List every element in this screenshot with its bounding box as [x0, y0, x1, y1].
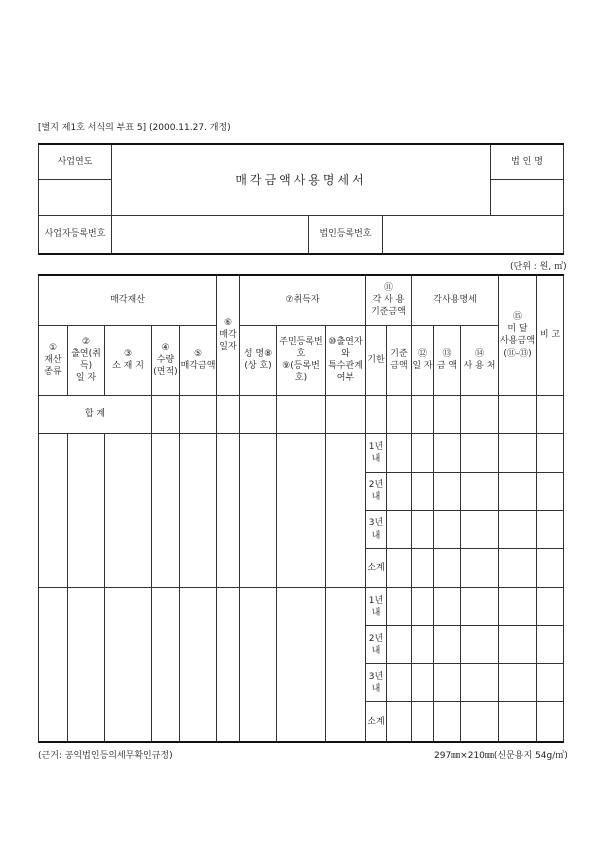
table-row — [39, 588, 564, 626]
entry-cell[interactable] — [434, 588, 461, 626]
entry-cell[interactable] — [152, 588, 180, 742]
main-table — [38, 274, 564, 743]
entry-cell[interactable] — [412, 433, 434, 472]
entry-cell[interactable] — [387, 702, 412, 742]
total-label: 합 계 — [39, 395, 152, 433]
total-cell[interactable] — [412, 395, 434, 433]
entry-cell[interactable] — [499, 664, 537, 702]
total-cell[interactable] — [180, 395, 217, 433]
entry-cell[interactable] — [412, 588, 434, 626]
period-header: 기한 — [366, 325, 387, 395]
total-cell[interactable] — [461, 395, 499, 433]
entry-cell[interactable] — [537, 664, 564, 702]
form-header: [별지 제1호 서식의 부표 5] (2000.11.27. 개정) — [38, 123, 231, 133]
location-header: ③ 소 재 지 — [105, 325, 152, 395]
entry-cell[interactable] — [434, 664, 461, 702]
entry-cell[interactable] — [461, 510, 499, 548]
corp-reg-field[interactable] — [383, 215, 564, 254]
entry-cell[interactable] — [537, 510, 564, 548]
entry-cell[interactable] — [434, 626, 461, 664]
biz-reg-field[interactable] — [112, 215, 309, 254]
identification-table — [38, 143, 564, 255]
entry-cell[interactable] — [152, 433, 180, 587]
name-header: 성 명⑧ (상 호) — [240, 325, 277, 395]
period-label: 2년내 — [366, 472, 387, 510]
entry-cell[interactable] — [387, 664, 412, 702]
entry-cell[interactable] — [537, 472, 564, 510]
period-label: 3년내 — [366, 664, 387, 702]
acquirer-group-header: ⑦취득자 — [240, 275, 366, 325]
entry-cell[interactable] — [412, 702, 434, 742]
footer-basis: (근거: 공익법인등의세무확인규정) — [38, 751, 173, 761]
entry-cell[interactable] — [326, 588, 366, 742]
entry-cell[interactable] — [499, 549, 537, 588]
entry-cell[interactable] — [387, 626, 412, 664]
period-label: 1년내 — [366, 588, 387, 626]
entry-cell[interactable] — [499, 702, 537, 742]
asset-group-header: 매각재산 — [39, 275, 217, 325]
corp-name-field[interactable] — [491, 179, 564, 215]
entry-cell[interactable] — [217, 588, 240, 742]
entry-cell[interactable] — [461, 588, 499, 626]
total-cell[interactable] — [152, 395, 180, 433]
form-title: 매각금액사용명세서 — [112, 144, 491, 215]
entry-cell[interactable] — [240, 588, 277, 742]
entry-cell[interactable] — [277, 588, 326, 742]
period-label: 소계 — [366, 702, 387, 742]
total-cell[interactable] — [387, 395, 412, 433]
period-label: 2년내 — [366, 626, 387, 664]
fiscal-year-label: 사업연도 — [39, 144, 112, 179]
entry-cell[interactable] — [412, 472, 434, 510]
entry-cell[interactable] — [387, 433, 412, 472]
entry-cell[interactable] — [412, 510, 434, 548]
std-amount-header: 기준 금액 — [387, 325, 412, 395]
entry-cell[interactable] — [277, 433, 326, 587]
period-label: 1년내 — [366, 433, 387, 472]
footer-paper-spec: 297㎜×210㎜(신문용지 54g/㎡) — [434, 751, 568, 761]
entry-cell[interactable] — [499, 626, 537, 664]
entry-cell[interactable] — [412, 626, 434, 664]
use-date-header: ⑫ 일 자 — [412, 325, 434, 395]
total-cell[interactable] — [434, 395, 461, 433]
entry-cell[interactable] — [499, 588, 537, 626]
total-cell[interactable] — [499, 395, 537, 433]
usage-group-header: 각사용명세 — [412, 275, 499, 325]
entry-cell[interactable] — [537, 433, 564, 472]
entry-cell[interactable] — [387, 472, 412, 510]
entry-cell[interactable] — [537, 702, 564, 742]
entry-cell[interactable] — [499, 510, 537, 548]
contrib-date-header: ② 출연(취득) 일 자 — [68, 325, 105, 395]
fiscal-year-field[interactable] — [39, 179, 112, 215]
entry-cell[interactable] — [434, 472, 461, 510]
entry-cell[interactable] — [387, 549, 412, 588]
entry-cell[interactable] — [387, 588, 412, 626]
standard-amount-header: ⑪ 각 사 용 기준금액 — [366, 275, 412, 325]
entry-cell[interactable] — [180, 433, 217, 587]
relation-header: ⑩출연자와 특수관계 여부 — [326, 325, 366, 395]
entry-cell[interactable] — [105, 588, 152, 742]
entry-cell[interactable] — [499, 433, 537, 472]
use-amount-header: ⑬ 금 액 — [434, 325, 461, 395]
corp-reg-label: 법인등록번호 — [309, 215, 383, 254]
total-cell[interactable] — [217, 395, 240, 433]
total-cell[interactable] — [240, 395, 277, 433]
unit-label: (단위 : 원, ㎡) — [510, 262, 567, 272]
entry-cell[interactable] — [412, 549, 434, 588]
entry-cell[interactable] — [68, 588, 105, 742]
sale-date-header: ⑥ 매각 일자 — [217, 275, 240, 395]
period-label: 소계 — [366, 549, 387, 588]
total-cell[interactable] — [326, 395, 366, 433]
entry-cell[interactable] — [39, 433, 68, 587]
entry-cell[interactable] — [217, 433, 240, 587]
entry-cell[interactable] — [434, 510, 461, 548]
entry-cell[interactable] — [461, 626, 499, 664]
entry-cell[interactable] — [240, 433, 277, 587]
period-label: 3년내 — [366, 510, 387, 548]
remarks-header: 비 고 — [537, 275, 564, 395]
biz-reg-label: 사업자등록번호 — [39, 215, 112, 254]
table-row — [39, 433, 564, 472]
total-cell[interactable] — [537, 395, 564, 433]
entry-cell[interactable] — [326, 433, 366, 587]
entry-cell[interactable] — [461, 664, 499, 702]
entry-cell[interactable] — [537, 626, 564, 664]
use-place-header: ⑭ 사 용 처 — [461, 325, 499, 395]
quantity-header: ④ 수량 (면적) — [152, 325, 180, 395]
entry-cell[interactable] — [461, 472, 499, 510]
resident-no-header: 주민등록번호 ⑨(등록번호) — [277, 325, 326, 395]
entry-cell[interactable] — [39, 588, 68, 742]
entry-cell[interactable] — [412, 664, 434, 702]
sale-amount-header: ⑤ 매각금액 — [180, 325, 217, 395]
entry-cell[interactable] — [434, 702, 461, 742]
entry-cell[interactable] — [180, 588, 217, 742]
entry-cell[interactable] — [105, 433, 152, 587]
entry-cell[interactable] — [434, 433, 461, 472]
total-cell[interactable] — [366, 395, 387, 433]
corp-name-label: 법 인 명 — [491, 144, 564, 179]
entry-cell[interactable] — [68, 433, 105, 587]
entry-cell[interactable] — [537, 588, 564, 626]
unused-amount-header: ⑮ 미 달 사용금액 (⑪-⑬) — [499, 275, 537, 395]
entry-cell[interactable] — [461, 702, 499, 742]
asset-type-header: ① 재산 종류 — [39, 325, 68, 395]
entry-cell[interactable] — [387, 510, 412, 548]
entry-cell[interactable] — [499, 472, 537, 510]
entry-cell[interactable] — [537, 549, 564, 588]
entry-cell[interactable] — [461, 433, 499, 472]
entry-cell[interactable] — [434, 549, 461, 588]
total-cell[interactable] — [277, 395, 326, 433]
entry-cell[interactable] — [461, 549, 499, 588]
